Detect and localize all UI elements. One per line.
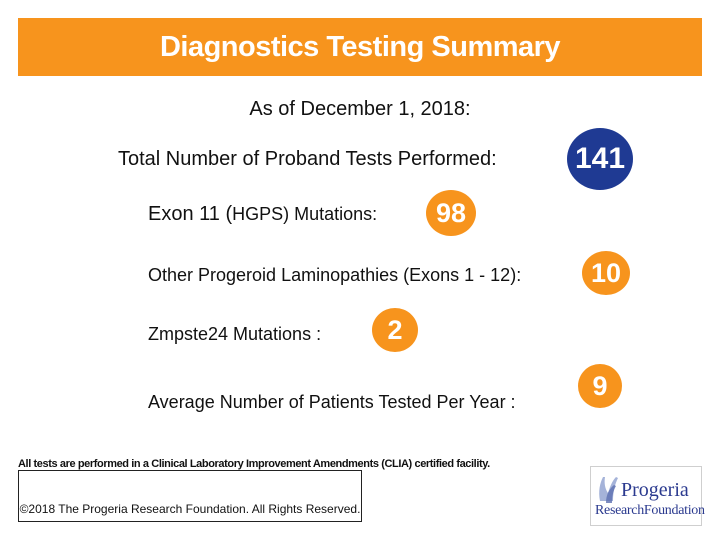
other-laminopathies-value: 10 xyxy=(590,257,622,288)
total-tests-badge xyxy=(567,128,633,190)
copyright-box xyxy=(18,470,362,522)
average-patients-value: 9 xyxy=(592,370,608,401)
progeria-logo xyxy=(590,466,705,526)
zmpste24-value: 2 xyxy=(387,314,403,345)
page-title: Diagnostics Testing Summary xyxy=(159,30,561,63)
other-laminopathies-badge xyxy=(582,251,630,295)
other-laminopathies-label: Other Progeroid Laminopathies (Exons 1 - 12): xyxy=(148,265,522,285)
total-tests-label: Total Number of Proband Tests Performed: xyxy=(118,148,497,170)
average-patients-label: Average Number of Patients Tested Per Year : xyxy=(148,392,516,412)
logo-word-research-foundation: ResearchFoundation xyxy=(595,503,705,518)
exon11-label-prefix: Exon 11 ( xyxy=(148,203,233,225)
hands-logo-icon xyxy=(594,471,624,505)
clia-footnote: All tests are performed in a Clinical Laboratory Improvement Amendments (CLIA) certified facility. xyxy=(18,458,490,470)
exon11-label-suffix: HGPS) Mutations: xyxy=(232,204,378,224)
exon11-label xyxy=(148,203,377,226)
exon11-value: 98 xyxy=(435,197,467,228)
as-of-date: As of December 1, 2018: xyxy=(249,98,471,120)
zmpste24-label: Zmpste24 Mutations : xyxy=(148,324,322,344)
average-patients-badge xyxy=(578,364,622,408)
title-banner xyxy=(18,18,702,76)
zmpste24-badge xyxy=(372,308,418,352)
copyright-text: ©2018 The Progeria Research Foundation. All Rights Reserved. xyxy=(19,502,361,516)
exon11-badge xyxy=(426,190,476,236)
logo-word-progeria: Progeria xyxy=(621,479,689,501)
total-tests-value: 141 xyxy=(574,142,626,175)
